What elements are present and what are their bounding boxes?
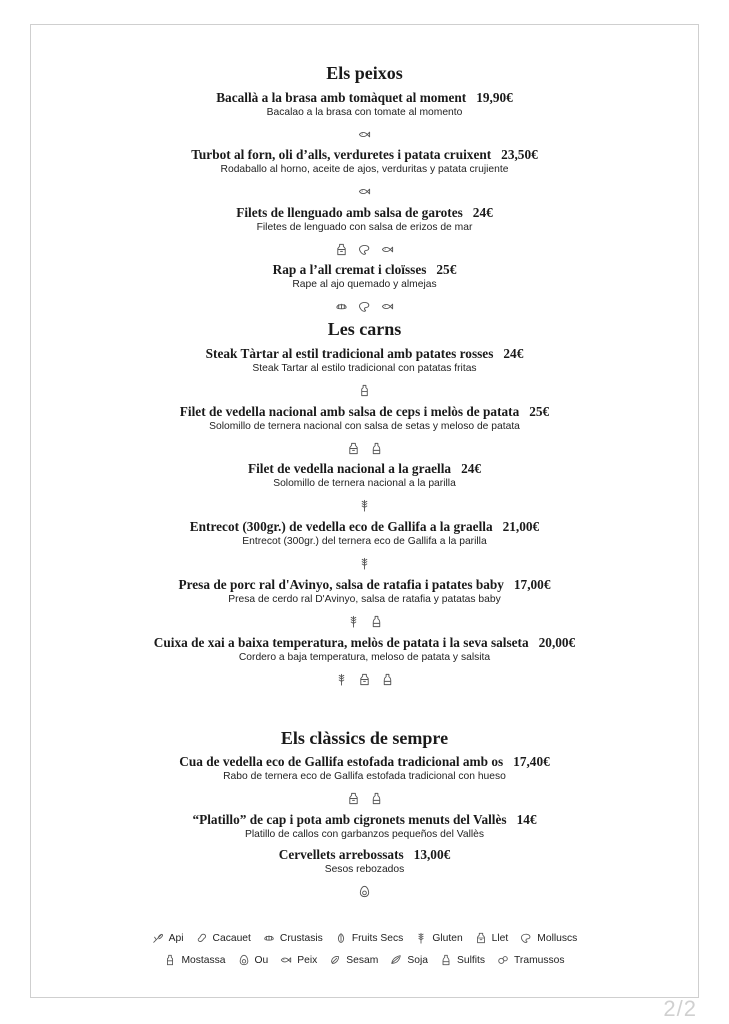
llet-icon <box>347 792 360 805</box>
allergen-list <box>0 243 729 257</box>
allergen-list <box>0 499 729 513</box>
section-title-peixos: Els peixos <box>326 63 403 83</box>
legend-row-2 <box>0 951 729 969</box>
dish-desc: Steak Tartar al estilo tradicional con patatas fritas <box>252 363 477 374</box>
allergen-list <box>0 673 729 687</box>
allergen-list <box>0 384 729 398</box>
tramussos-icon <box>497 954 509 966</box>
dish-rap <box>0 262 729 314</box>
sulfits-icon <box>440 954 452 966</box>
fruits-secs-icon <box>335 932 347 944</box>
dish-desc: Presa de cerdo ral D'Avinyo, salsa de ratafia y patatas baby <box>228 594 501 605</box>
legend-item-fruits-secs <box>335 932 404 944</box>
mostassa-icon <box>358 384 371 397</box>
legend-item-soja <box>390 954 428 966</box>
allergen-list <box>0 792 729 806</box>
dish-presa-porc <box>0 577 729 629</box>
dish-bacalla <box>0 90 729 142</box>
legend-label: Crustasis <box>279 932 323 944</box>
legend-item-mostassa <box>164 954 225 966</box>
dish-cervellets <box>0 847 729 899</box>
dish-price: 25€ <box>529 404 550 419</box>
sesam-icon <box>329 954 341 966</box>
legend-item-crustacis <box>263 932 323 944</box>
allergen-list <box>0 615 729 629</box>
legend-label: Tramussos <box>514 954 565 966</box>
legend-item-ou <box>238 954 269 966</box>
dish-name: Cua de vedella eco de Gallifa estofada tradicional amb os <box>179 754 504 769</box>
legend-label: Llet <box>491 932 509 944</box>
legend-label: Molluscs <box>537 932 578 944</box>
sulfits-icon <box>370 615 383 628</box>
dish-entrecot <box>0 519 729 571</box>
allergen-list <box>0 885 729 899</box>
dish-price: 17,00€ <box>513 577 551 592</box>
peix-icon <box>381 243 394 256</box>
allergen-legend <box>0 929 729 969</box>
dish-steak-tartar <box>0 346 729 398</box>
legend-item-molluscs <box>520 932 577 944</box>
dish-desc: Solomillo de ternera nacional a la parilla <box>273 478 456 489</box>
dish-desc: Filetes de lenguado con salsa de erizos de mar <box>256 222 473 233</box>
legend-item-cacauet <box>196 932 251 944</box>
dish-price: 14€ <box>516 812 537 827</box>
legend-label: Sesam <box>346 954 379 966</box>
dish-name: Entrecot (300gr.) de vedella eco de Gallifa a la graella <box>189 519 493 534</box>
gluten-icon <box>358 499 371 512</box>
dish-desc: Bacalao a la brasa con tomate al momento <box>266 107 463 118</box>
dish-desc: Cordero a baja temperatura, meloso de patata y salsita <box>238 652 491 663</box>
legend-label: Sulfits <box>456 954 486 966</box>
dish-price: 21,00€ <box>502 519 540 534</box>
dish-name: Cervellets arrebossats <box>278 847 404 862</box>
sulfits-icon <box>381 673 394 686</box>
legend-item-sesam <box>329 954 378 966</box>
legend-label: Ou <box>254 954 269 966</box>
peix-icon <box>280 954 292 966</box>
allergen-list <box>0 185 729 199</box>
dish-llenguado <box>0 205 729 257</box>
legend-item-gluten <box>415 932 462 944</box>
api-icon <box>152 932 164 944</box>
llet-icon <box>358 673 371 686</box>
crustacis-icon <box>335 300 348 313</box>
legend-label: Cacauet <box>212 932 251 944</box>
dish-desc: Solomillo de ternera nacional con salsa de setas y meloso de patata <box>209 421 520 432</box>
legend-label: Peix <box>297 954 318 966</box>
allergen-list <box>0 128 729 142</box>
dish-desc: Rabo de ternera eco de Gallifa estofada tradicional con hueso <box>223 771 506 782</box>
dish-name: Steak Tàrtar al estil tradicional amb patates rosses <box>205 346 494 361</box>
dish-name: Filet de vedella nacional amb salsa de ceps i melòs de patata <box>179 404 520 419</box>
mostassa-icon <box>164 954 176 966</box>
allergen-list <box>0 557 729 571</box>
legend-label: Api <box>168 932 184 944</box>
llet-icon <box>347 442 360 455</box>
allergen-list <box>0 442 729 456</box>
gluten-icon <box>358 557 371 570</box>
dish-price: 20,00€ <box>538 635 576 650</box>
gluten-icon <box>415 932 427 944</box>
dish-price: 24€ <box>472 205 493 220</box>
llet-icon <box>335 243 348 256</box>
dish-name: Presa de porc ral d'Avinyo, salsa de ratafia i patates baby <box>178 577 504 592</box>
legend-item-tramussos <box>497 954 565 966</box>
dish-cua-vedella <box>0 754 729 806</box>
dish-price: 25€ <box>436 262 457 277</box>
dish-name: Cuixa de xai a baixa temperatura, melòs de patata i la seva salseta <box>153 635 529 650</box>
dish-price: 13,00€ <box>413 847 451 862</box>
dish-desc: Rape al ajo quemado y almejas <box>292 279 437 290</box>
ou-icon <box>238 954 250 966</box>
dish-desc: Entrecot (300gr.) del ternera eco de Gallifa a la parilla <box>242 536 487 547</box>
page-number: 2/2 <box>663 996 697 1021</box>
legend-item-llet <box>475 932 509 944</box>
llet-icon <box>475 932 487 944</box>
peix-icon <box>358 185 371 198</box>
legend-label: Fruits Secs <box>351 932 404 944</box>
dish-turbot <box>0 147 729 199</box>
legend-label: Mostassa <box>181 954 226 966</box>
gluten-icon <box>335 673 348 686</box>
section-title-classics: Els clàssics de sempre <box>280 728 449 748</box>
dish-price: 19,90€ <box>476 90 513 105</box>
legend-item-sulfits <box>440 954 485 966</box>
dish-price: 17,40€ <box>513 754 550 769</box>
dish-price: 23,50€ <box>501 147 538 162</box>
soja-icon <box>390 954 402 966</box>
dish-name: “Platillo” de cap i pota amb cigronets menuts del Vallès <box>192 812 507 827</box>
peix-icon <box>358 128 371 141</box>
molluscs-icon <box>520 932 532 944</box>
dish-platillo <box>0 812 729 841</box>
dish-desc: Platillo de callos con garbanzos pequeños del Vallès <box>244 829 485 840</box>
sulfits-icon <box>370 442 383 455</box>
dish-price: 24€ <box>461 461 482 476</box>
allergen-list <box>0 300 729 314</box>
cacauet-icon <box>196 932 208 944</box>
dish-desc: Rodaballo al horno, aceite de ajos, verduritas y patata crujiente <box>220 164 509 175</box>
dish-filet-ceps <box>0 404 729 456</box>
molluscs-icon <box>358 300 371 313</box>
dish-name: Filet de vedella nacional a la graella <box>247 461 452 476</box>
dish-name: Turbot al forn, oli d’alls, verduretes i patata cruixent <box>191 147 492 162</box>
dish-name: Filets de llenguado amb salsa de garotes <box>236 205 463 220</box>
legend-item-api <box>152 932 184 944</box>
dish-name: Bacallà a la brasa amb tomàquet al moment <box>216 90 467 105</box>
molluscs-icon <box>358 243 371 256</box>
legend-row-1 <box>0 929 729 947</box>
section-title-carns: Les carns <box>327 319 402 339</box>
crustacis-icon <box>263 932 275 944</box>
peix-icon <box>381 300 394 313</box>
dish-name: Rap a l’all cremat i cloïsses <box>272 262 427 277</box>
legend-label: Gluten <box>432 932 463 944</box>
gluten-icon <box>347 615 360 628</box>
legend-label: Soja <box>407 954 428 966</box>
dish-desc: Sesos rebozados <box>324 864 405 875</box>
ou-icon <box>358 885 371 898</box>
dish-cuixa-xai <box>0 635 729 687</box>
dish-price: 24€ <box>503 346 524 361</box>
sulfits-icon <box>370 792 383 805</box>
dish-filet-graella <box>0 461 729 513</box>
legend-item-peix <box>280 954 317 966</box>
